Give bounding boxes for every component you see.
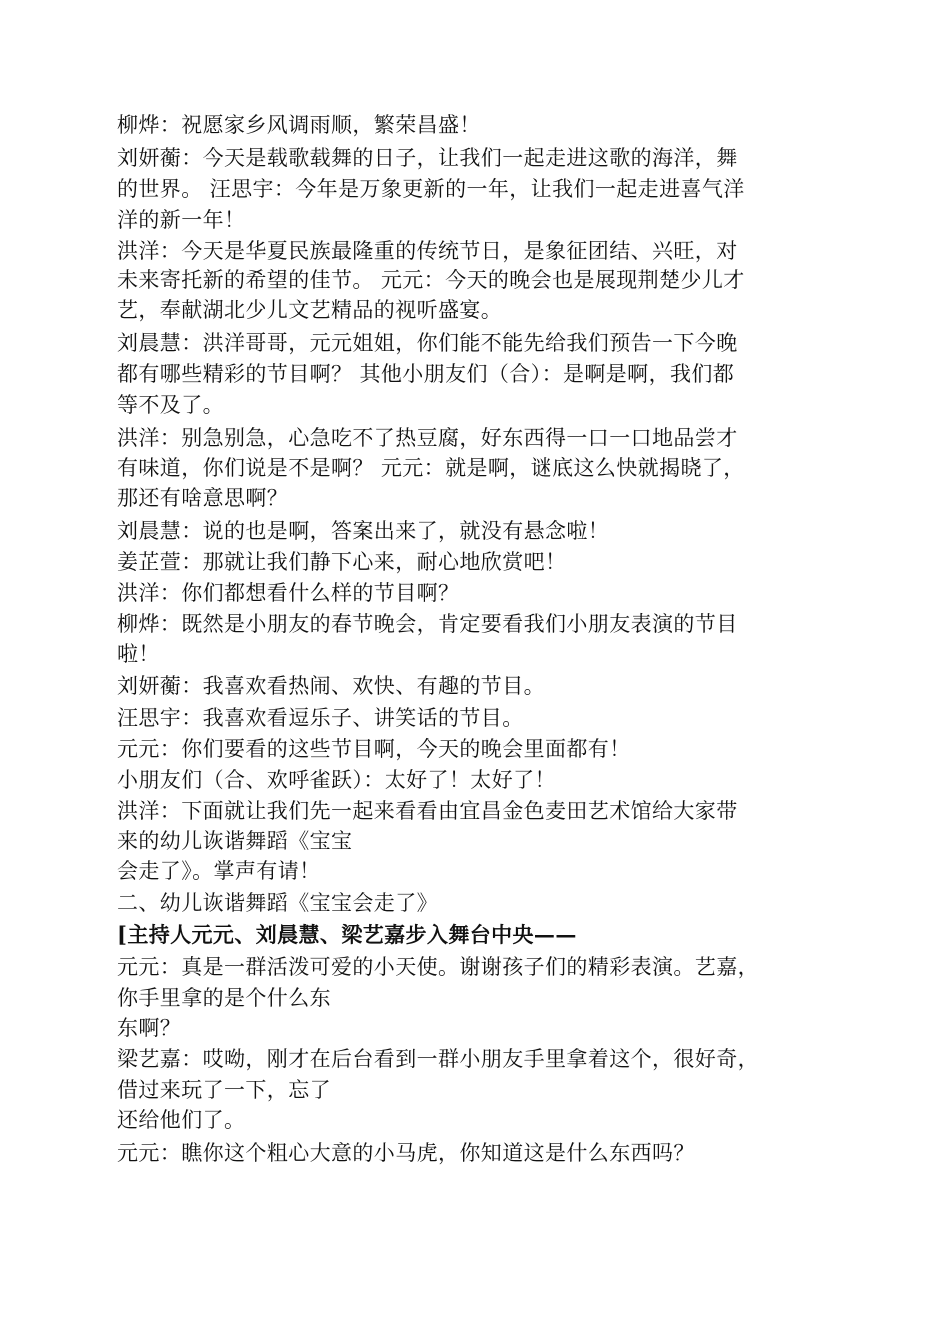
text-line: 洪洋：今天是华夏民族最隆重的传统节日，是象征团结、兴旺，对 <box>117 239 738 263</box>
text-line: 都有哪些精彩的节目啊？ 其他小朋友们（合）：是啊是啊，我们都 <box>117 362 735 386</box>
text-line: 洪洋：你们都想看什么样的节目啊？ <box>117 581 460 605</box>
text-line: 啦！ <box>117 642 160 666</box>
text-line: 洪洋：别急别急，心急吃不了热豆腐，好东西得一口一口地品尝才 <box>117 426 738 450</box>
text-line: 有味道，你们说是不是啊？ 元元：就是啊，谜底这么快就揭晓了， <box>117 456 745 480</box>
text-line: 元元：真是一群活泼可爱的小天使。谢谢孩子们的精彩表演。艺嘉， <box>117 955 759 979</box>
text-line: 会走了》。掌声有请！ <box>117 859 321 883</box>
text-line: 刘晨慧：说的也是啊，答案出来了，就没有悬念啦！ <box>117 519 610 543</box>
text-line: 姜芷萱：那就让我们静下心来，耐心地欣赏吧！ <box>117 550 567 574</box>
text-line: 洋的新一年！ <box>117 208 246 232</box>
text-line: 还给他们了。 <box>117 1108 246 1132</box>
text-line: 元元：瞧你这个粗心大意的小马虎，你知道这是什么东西吗？ <box>117 1141 695 1165</box>
text-line: 汪思宇：我喜欢看逗乐子、讲笑话的节目。 <box>117 706 524 730</box>
text-line: 来的幼儿诙谐舞蹈《宝宝 <box>117 829 353 853</box>
text-line: 艺，奉献湖北少儿文艺精品的视听盛宴。 <box>117 298 503 322</box>
text-line: 刘妍蘅：今天是载歌载舞的日子，让我们一起走进这歌的海洋，舞 <box>117 146 738 170</box>
text-line: 未来寄托新的希望的佳节。 元元：今天的晚会也是展现荆楚少儿才 <box>117 268 745 292</box>
section-heading: 二、幼儿诙谐舞蹈《宝宝会走了》 <box>117 891 438 915</box>
text-line: 等不及了。 <box>117 393 224 417</box>
text-line: 梁艺嘉：哎呦，刚才在后台看到一群小朋友手里拿着这个，很好奇， <box>117 1047 759 1071</box>
text-line: 洪洋：下面就让我们先一起来看看由宜昌金色麦田艺术馆给大家带 <box>117 799 738 823</box>
text-line: 柳烨：既然是小朋友的春节晚会，肯定要看我们小朋友表演的节目 <box>117 612 738 636</box>
text-line: 柳烨：祝愿家乡风调雨顺，繁荣昌盛！ <box>117 113 481 137</box>
text-line: 借过来玩了一下，忘了 <box>117 1078 331 1102</box>
text-line: 刘妍蘅：我喜欢看热闹、欢快、有趣的节目。 <box>117 674 545 698</box>
text-line: 的世界。 汪思宇：今年是万象更新的一年，让我们一起走进喜气洋 <box>117 177 745 201</box>
text-line: 刘晨慧：洪洋哥哥，元元姐姐，你们能不能先给我们预告一下今晚 <box>117 331 738 355</box>
text-line: 东啊？ <box>117 1016 182 1040</box>
text-line: 那还有啥意思啊？ <box>117 486 289 510</box>
stage-direction: [主持人元元、刘晨慧、梁艺嘉步入舞台中央—— <box>117 922 577 947</box>
text-line: 元元：你们要看的这些节目啊，今天的晚会里面都有！ <box>117 737 631 761</box>
text-line: 你手里拿的是个什么东 <box>117 986 331 1010</box>
text-line: 小朋友们（合、欢呼雀跃）：太好了！太好了！ <box>117 768 556 792</box>
